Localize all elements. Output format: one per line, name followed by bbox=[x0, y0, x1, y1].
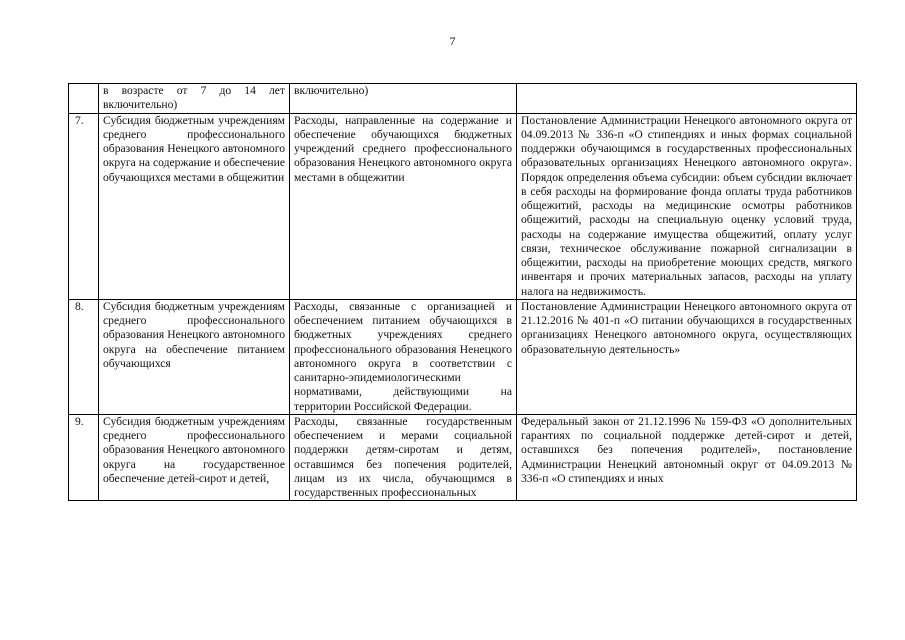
subsidy-name-cell: в возрасте от 7 до 14 лет включительно) bbox=[99, 84, 290, 114]
row-number bbox=[69, 84, 99, 114]
legal-basis-cell: Постановление Администрации Ненецкого автономного округа от 21.12.2016 № 401-п «О питании обучающихся в государственных организациях Ненецкого автономного округа, осуществляющих образовательную деятельность» bbox=[517, 299, 857, 414]
legal-basis-cell: Федеральный закон от 21.12.1996 № 159-ФЗ «О дополнительных гарантиях по социальной поддержке детей-сирот и детей, оставшихся без попечения родителей», постановление Администрации Ненецкий автономный округ от 04.09.2013 № 336-п «О стипендиях и иных bbox=[517, 414, 857, 501]
row-number: 7. bbox=[69, 113, 99, 299]
subsidy-name-cell: Субсидия бюджетным учреждениям среднего профессионального образования Ненецкого автономного округа на обеспечение питанием обучающихся bbox=[99, 299, 290, 414]
table-row bbox=[69, 299, 857, 414]
table-row bbox=[69, 84, 857, 114]
row-number: 9. bbox=[69, 414, 99, 501]
page-number: 7 bbox=[449, 34, 456, 48]
table-row bbox=[69, 414, 857, 501]
expenses-cell: включительно) bbox=[290, 84, 517, 114]
expenses-cell: Расходы, связанные с организацией и обеспечением питанием обучающихся в бюджетных учреждениях среднего профессионального образования Ненецкого автономного округа в соответствии с санитарно-эпидемиологическими нормативами, действующими на территории Российской Федерации. bbox=[290, 299, 517, 414]
expenses-cell: Расходы, направленные на содержание и обеспечение обучающихся бюджетных учреждений среднего профессионального образования Ненецкого автономного округа местами в общежитии bbox=[290, 113, 517, 299]
expenses-cell: Расходы, связанные государственным обеспечением и мерами социальной поддержки детям-сиротам и детям, оставшимся без попечения родителей, лицам из их числа, обучающимся в государственных профессиональных bbox=[290, 414, 517, 501]
subsidy-table bbox=[68, 83, 857, 501]
subsidy-name-cell: Субсидия бюджетным учреждениям среднего профессионального образования Ненецкого автономного округа на содержание и обеспечение обучающихся местами в общежитии bbox=[99, 113, 290, 299]
legal-basis-cell: Постановление Администрации Ненецкого автономного округа от 04.09.2013 № 336-п «О стипендиях и иных формах социальной поддержки обучающимся в государственных профессиональных образовательных организациях Ненецкого автономного округа». Порядок определения объема субсидии: объем субсидии включает в себя расходы на формирование фонда оплаты труда работников общежитий, расходы на медицинские осмотры работников общежитий, расходы на специальную оценку условий труда, расходы на содержание имущества общежитий, оплату услуг связи, техническое обслуживание пожарной сигнализации в общежитии, расходы на приобретение моющих средств, мягкого инвентаря и прочих материальных запасов, расходы на уплату налога на недвижимость. bbox=[517, 113, 857, 299]
row-number: 8. bbox=[69, 299, 99, 414]
subsidy-name-cell: Субсидия бюджетным учреждениям среднего профессионального образования Ненецкого автономного округа на государственное обеспечение детей-сирот и детей, bbox=[99, 414, 290, 501]
table-row bbox=[69, 113, 857, 299]
legal-basis-cell bbox=[517, 84, 857, 114]
